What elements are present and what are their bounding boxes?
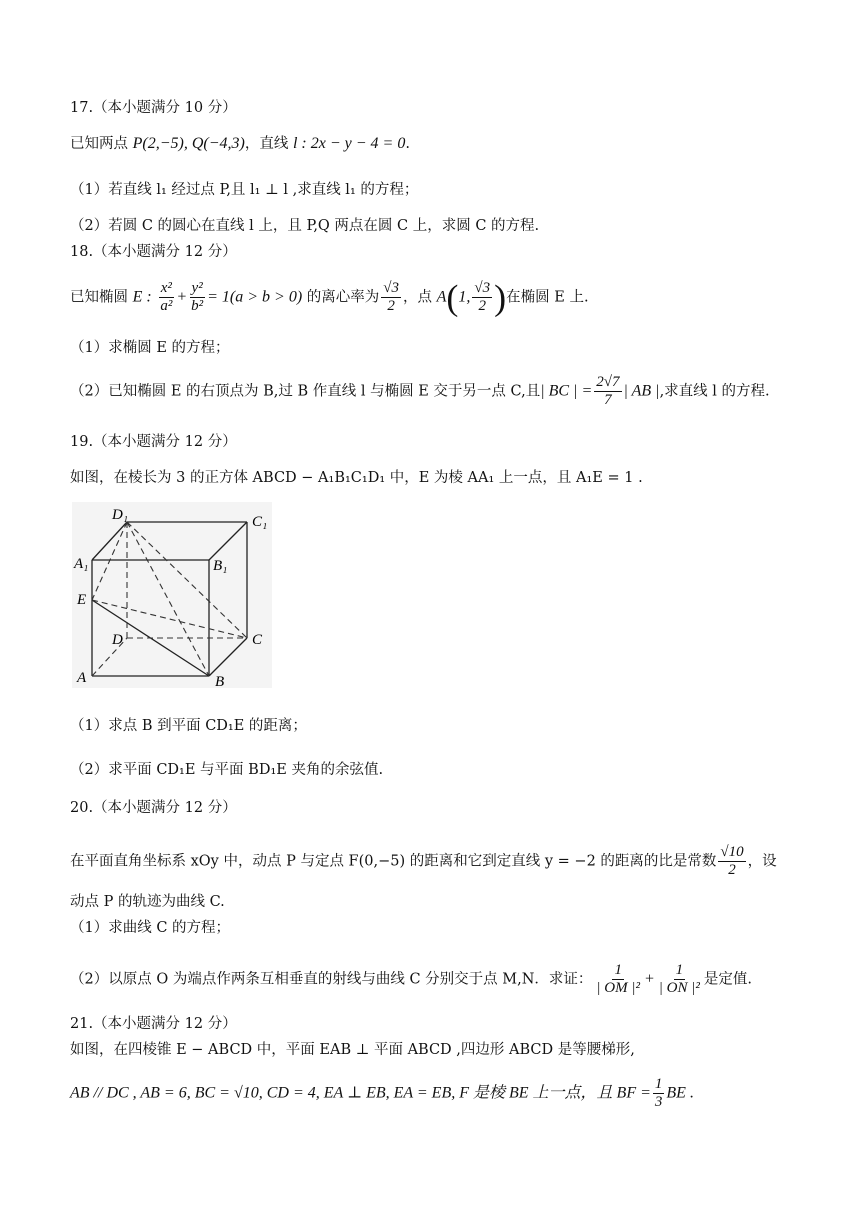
q21-stem2: AB // DC , AB = 6, BC = √10, CD = 4, EA ⊥ EB, EA = EB, F 是棱 BE 上一点，且 BF = $\frac{1}{3}$ BE . — [70, 1076, 694, 1110]
label-C: C — [252, 632, 263, 648]
q20-stem: 在平面直角坐标系 xOy 中，动点 P 与定点 F(0,−5) 的距离和它到定直线 y = −2 的距离的比是常数 $\frac{√10}{2}$ ，设 — [70, 844, 777, 878]
q21-header: 21.（本小题满分 12 分） — [70, 1016, 237, 1032]
q20-part1: （1）求曲线 C 的方程； — [70, 920, 231, 936]
q18-part1: （1）求椭圆 E 的方程； — [70, 340, 230, 356]
q19-header: 19.（本小题满分 12 分） — [70, 434, 237, 450]
label-B1: B₁ — [213, 558, 228, 574]
label-A: A — [77, 670, 87, 686]
fraction-one-third: $\frac{1}{3}$ — [654, 1076, 663, 1110]
fraction-on: $\frac{1}{\text{| ON |²}}$ — [658, 962, 700, 996]
label-B: B — [215, 674, 225, 688]
cube-figure — [72, 502, 272, 688]
fraction-constant: $\frac{√10}{2}$ — [720, 844, 744, 878]
fraction-x2-a2: $\frac{\text{x²}}{\text{a²}}$ — [160, 280, 173, 314]
q17-stem: 已知两点 P(2,−5), Q(−4,3)，直线 l : 2x − y − 4 = 0. — [70, 135, 410, 152]
q18-part2: （2）已知椭圆 E 的右顶点为 B,过 B 作直线 l 与椭圆 E 交于另一点 C,且| BC | = $\frac{2√7}{7}$ | AB |,求直线 l 的方程. — [70, 374, 770, 408]
label-E: E — [77, 592, 87, 608]
fraction-eccentricity: $\frac{√3}{2}$ — [383, 280, 400, 314]
label-A1: A₁ — [74, 556, 89, 572]
q20-header: 20.（本小题满分 12 分） — [70, 800, 237, 816]
q17-part1: （1）若直线 l₁ 经过点 P,且 l₁ ⊥ l ,求直线 l₁ 的方程； — [70, 182, 419, 198]
fraction-y2-b2: $\frac{\text{y²}}{\text{b²}}$ — [191, 280, 204, 314]
q19-stem: 如图，在棱长为 3 的正方体 ABCD − A₁B₁C₁D₁ 中，E 为棱 AA₁ 上一点，且 A₁E = 1 . — [70, 470, 643, 486]
q17-part2: （2）若圆 C 的圆心在直线 l 上，且 P,Q 两点在圆 C 上，求圆 C 的方程. — [70, 218, 540, 234]
q18-header: 18.（本小题满分 12 分） — [70, 244, 237, 260]
fraction-om: $\frac{1}{\text{| OM |²}}$ — [596, 962, 640, 996]
q20-part2: （2）以原点 O 为端点作两条互相垂直的射线与曲线 C 分别交于点 M,N．求证： $\frac{1}{\text{| OM |²}}$ + $\frac{1}{\text{| ON |²}}$ 是定值. — [70, 962, 752, 996]
q20-stem-cont: 动点 P 的轨迹为曲线 C. — [70, 894, 225, 910]
label-C1: C₁ — [252, 514, 268, 530]
label-D: D — [112, 632, 123, 648]
q17-header: 17.（本小题满分 10 分） — [70, 100, 237, 116]
q21-stem1: 如图，在四棱锥 E − ABCD 中，平面 EAB ⊥ 平面 ABCD ,四边形 ABCD 是等腰梯形, — [70, 1042, 635, 1058]
fraction-point-y: $\frac{√3}{2}$ — [474, 280, 491, 314]
q18-stem: 已知椭圆 E : $\frac{\text{x²}}{\text{a²}}$ + $\frac{\text{y²}}{\text{b²}}$ = 1(a > b > 0) 的离心率为 $\frac{√3}{2}$ ，点 A(1, $\frac{√3}{2}$ )在椭圆 E 上. — [70, 277, 589, 318]
q19-part2: （2）求平面 CD₁E 与平面 BD₁E 夹角的余弦值. — [70, 762, 384, 778]
fraction-ratio: $\frac{2√7}{7}$ — [596, 374, 620, 408]
label-D1: D₁ — [112, 507, 129, 523]
q19-part1: （1）求点 B 到平面 CD₁E 的距离； — [70, 718, 307, 734]
